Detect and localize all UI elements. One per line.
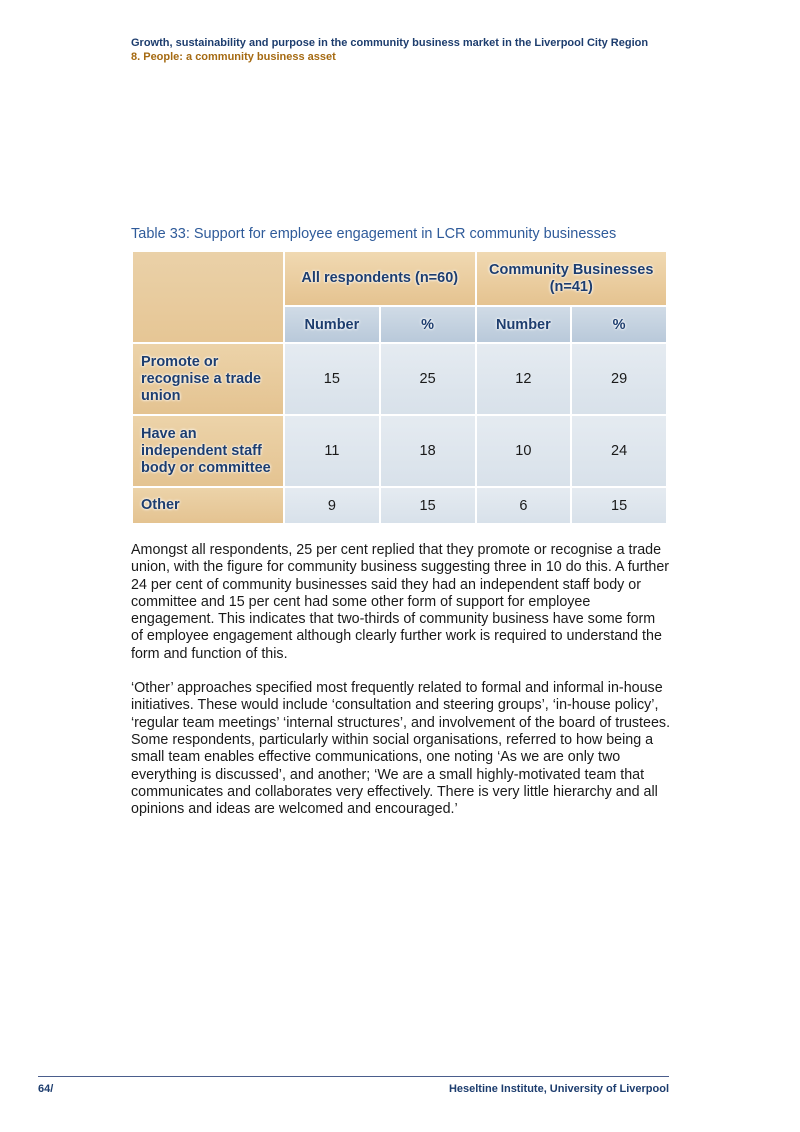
table-cell: 29 [572,344,666,414]
table-caption: Table 33: Support for employee engagement in LCR community businesses [131,226,617,242]
table-header-row [133,252,666,305]
table-cell: 11 [285,416,379,486]
footer-source: Heseltine Institute, University of Liverpool [448,1083,669,1095]
row-label: Other [133,488,283,523]
table-row [133,488,666,523]
footer-divider [38,1076,669,1077]
table-cell: 15 [381,488,475,523]
subheader-percent: % [381,307,475,342]
table-row [133,344,666,414]
group-header-community-businesses: Community Businesses (n=41) [477,252,667,305]
table-row [133,416,666,486]
table-cell: 9 [285,488,379,523]
row-label: Promote or recognise a trade union [133,344,283,414]
table-cell: 6 [477,488,571,523]
group-header-all-respondents: All respondents (n=60) [285,252,475,305]
table-cell: 15 [572,488,666,523]
subheader-percent: % [572,307,666,342]
report-title: Growth, sustainability and purpose in the community business market in the Liverpool City Region [131,37,649,49]
table-cell: 18 [381,416,475,486]
engagement-table [131,250,668,525]
subheader-number: Number [285,307,379,342]
subheader-number: Number [477,307,571,342]
body-text [131,542,671,818]
table-cell: 15 [285,344,379,414]
table-cell: 10 [477,416,571,486]
row-label: Have an independent staff body or committee [133,416,283,486]
section-title: 8. People: a community business asset [131,51,336,63]
paragraph: Amongst all respondents, 25 per cent replied that they promote or recognise a trade union, with the figure for community business suggesting three in 10 do this. A further 24 per cent of community businesses said they had an independent staff body or committee and 15 per cent had some other form of support for employee engagement. This indicates that two-thirds of community business have some form of employee engagement although clearly further work is required to understand the form and function of this. [131,542,670,662]
table-corner-cell [133,252,283,342]
running-header [131,36,648,64]
page-number: 64/ [38,1083,54,1095]
paragraph: ‘Other’ approaches specified most frequently related to formal and informal in-house initiatives. These would include ‘consultation and steering groups’, ‘in-house policy’, ‘regular team meetings’ ‘internal structures’, and involvement of the board of trustees. Some respondents, particularly within social organisations, referred to how being a small team enables effective communications, one noting ‘As we are only two everything is discussed’, and another; ‘We are a small highly-motivated team that communicates and collaborates very effectively. There is very little hierarchy and all opinions and ideas are welcomed and encouraged.’ [131,680,671,818]
table-cell: 25 [381,344,475,414]
table-cell: 24 [572,416,666,486]
table-cell: 12 [477,344,571,414]
